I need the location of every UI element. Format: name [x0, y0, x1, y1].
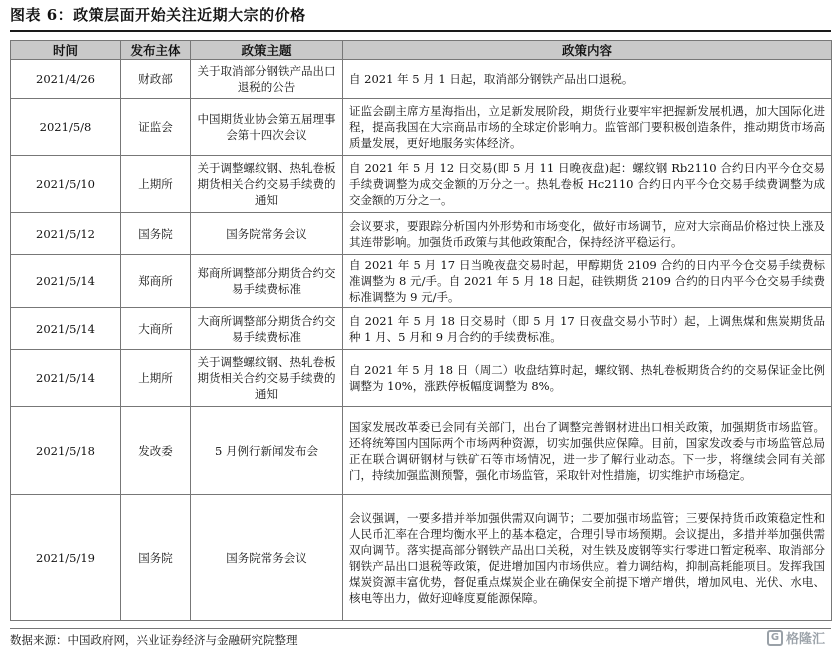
table-row	[11, 213, 832, 255]
data-source-note: 数据来源：中国政府网，兴业证券经济与金融研究院整理	[10, 633, 298, 647]
header-issuer: 发布主体	[121, 41, 191, 60]
cell-content: 证监会副主席方星海指出，立足新发展阶段，期货行业要牢牢把握新发展机遇，加大国际化进程，提高我国在大宗商品市场的全球定价影响力。监管部门要积极创造条件，推动期货市场高质量发展，更好地服务实体经济。	[343, 99, 832, 156]
title-divider	[10, 30, 831, 32]
cell-topic: 国务院常务会议	[191, 495, 343, 621]
header-topic: 政策主题	[191, 41, 343, 60]
cell-content: 自 2021 年 5 月 18 日（周二）收盘结算时起，螺纹钢、热轧卷板期货合约的交易保证金比例调整为 10%，涨跌停板幅度调整为 8%。	[343, 350, 832, 407]
cell-issuer: 大商所	[121, 308, 191, 350]
cell-date: 2021/5/18	[11, 407, 121, 495]
table-row	[11, 350, 832, 407]
cell-content: 自 2021 年 5 月 12 日交易(即 5 月 11 日晚夜盘)起：螺纹钢 Rb2110 合约日内平今仓交易手续费调整为成交金额的万分之一。热轧卷板 Hc2110 合约日内平今仓交易手续费调整为成交金额的万分之一。	[343, 156, 832, 213]
figure-title: 图表 6：政策层面开始关注近期大宗的价格	[10, 6, 306, 24]
cell-topic: 关于调整螺纹钢、热轧卷板期货相关合约交易手续费的通知	[191, 156, 343, 213]
table-row	[11, 495, 832, 621]
cell-issuer: 财政部	[121, 60, 191, 99]
cell-issuer: 发改委	[121, 407, 191, 495]
cell-issuer: 上期所	[121, 156, 191, 213]
cell-date: 2021/5/19	[11, 495, 121, 621]
footer-divider	[10, 628, 831, 629]
policy-table	[10, 40, 832, 621]
cell-content: 国家发展改革委已会同有关部门，出台了调整完善钢材进出口相关政策，加强期货市场监管。还将统筹国内国际两个市场两种资源，切实加强供应保障。目前，国家发改委与市场监管总局正在联合调研钢材与铁矿石等市场情况，进一步了解行业动态。下一步，将继续会同有关部门，持续加强监测预警，强化市场监管，采取针对性措施，切实维护市场稳定。	[343, 407, 832, 495]
cell-date: 2021/5/14	[11, 350, 121, 407]
header-content: 政策内容	[343, 41, 832, 60]
cell-date: 2021/5/12	[11, 213, 121, 255]
cell-date: 2021/5/8	[11, 99, 121, 156]
cell-topic: 郑商所调整部分期货合约交易手续费标准	[191, 255, 343, 308]
table-row	[11, 99, 832, 156]
table-row	[11, 407, 832, 495]
cell-issuer: 国务院	[121, 213, 191, 255]
cell-issuer: 国务院	[121, 495, 191, 621]
table-row	[11, 255, 832, 308]
cell-topic: 关于调整螺纹钢、热轧卷板期货相关合约交易手续费的通知	[191, 350, 343, 407]
cell-date: 2021/5/14	[11, 308, 121, 350]
cell-date: 2021/5/10	[11, 156, 121, 213]
cell-issuer: 郑商所	[121, 255, 191, 308]
cell-issuer: 上期所	[121, 350, 191, 407]
table-row	[11, 60, 832, 99]
cell-content: 会议强调，一要多措并举加强供需双向调节；二要加强市场监管；三要保持货币政策稳定性和人民币汇率在合理均衡水平上的基本稳定，合理引导市场预期。会议提出，多措并举加强供需双向调节。落实提高部分钢铁产品出口关税，对生铁及废钢等实行零进口暂定税率、取消部分钢铁产品出口退税等政策，促进增加国内市场供应。着力调结构，抑制高耗能项目。发挥我国煤炭资源丰富优势，督促重点煤炭企业在确保安全前提下增产增供，增加风电、光伏、水电、核电等出力，做好迎峰度夏能源保障。	[343, 495, 832, 621]
cell-topic: 关于取消部分钢铁产品出口退税的公告	[191, 60, 343, 99]
cell-content: 自 2021 年 5 月 17 日当晚夜盘交易时起，甲醇期货 2109 合约的日内平今仓交易手续费标准调整为 8 元/手。自 2021 年 5 月 18 日起，硅铁期货 2109 合约的日内平今仓交易手续费标准调整为 9 元/手。	[343, 255, 832, 308]
table-row	[11, 308, 832, 350]
cell-topic: 国务院常务会议	[191, 213, 343, 255]
cell-topic: 中国期货业协会第五届理事会第十四次会议	[191, 99, 343, 156]
cell-date: 2021/5/14	[11, 255, 121, 308]
cell-content: 自 2021 年 5 月 1 日起，取消部分钢铁产品出口退税。	[343, 60, 832, 99]
table-header-row	[11, 41, 832, 60]
cell-date: 2021/4/26	[11, 60, 121, 99]
cell-topic: 大商所调整部分期货合约交易手续费标准	[191, 308, 343, 350]
gelonghui-logo-icon: G	[767, 630, 783, 646]
cell-issuer: 证监会	[121, 99, 191, 156]
cell-content: 自 2021 年 5 月 18 日交易时（即 5 月 17 日夜盘交易小节时）起，上调焦煤和焦炭期货品种 1 月、5 月和 9 月合约的手续费标准。	[343, 308, 832, 350]
watermark-text: 格隆汇	[785, 632, 825, 647]
cell-topic: 5 月例行新闻发布会	[191, 407, 343, 495]
watermark-logo	[767, 628, 825, 647]
header-date: 时间	[11, 41, 121, 60]
table-row	[11, 156, 832, 213]
cell-content: 会议要求，要跟踪分析国内外形势和市场变化，做好市场调节，应对大宗商品价格过快上涨及其连带影响。加强货币政策与其他政策配合，保持经济平稳运行。	[343, 213, 832, 255]
